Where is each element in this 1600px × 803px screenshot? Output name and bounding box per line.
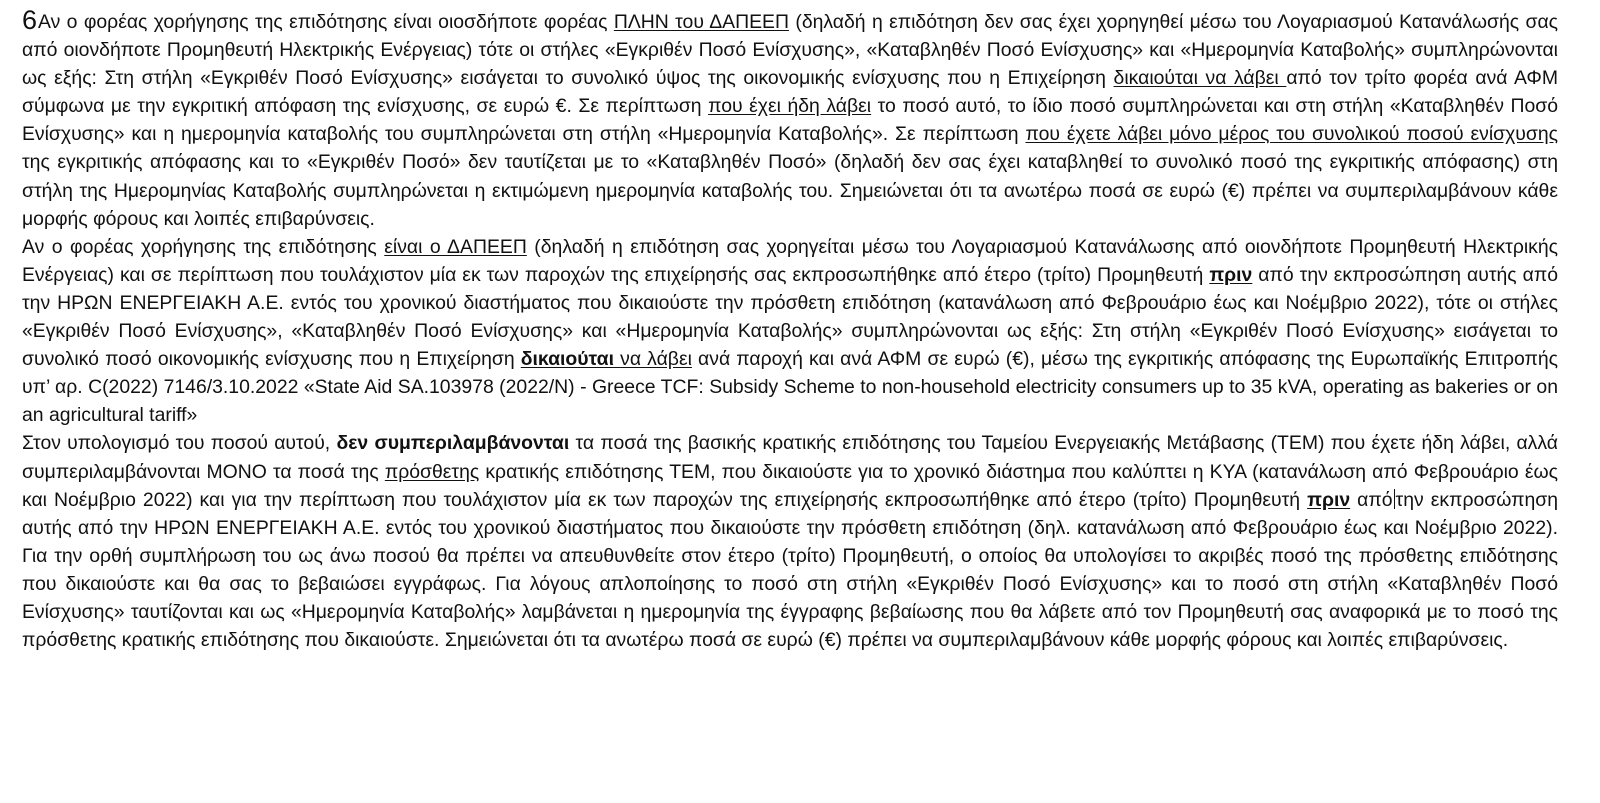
underlined-text: είναι ο ΔΑΠΕΕΠ bbox=[384, 235, 527, 258]
underlined-text: πρόσθετης bbox=[384, 460, 480, 483]
footnote-number: 6 bbox=[22, 5, 38, 35]
text-span: τα ποσά της βασικής κρατικής επιδότησης του Ταμείου Ενεργειακής Μετάβασης (ΤΕΜ) που έχετε ήδη λάβει, αλλά συμπεριλαμβάνονται ΜΟΝΟ τα ποσά της bbox=[22, 432, 1558, 483]
paragraph-3 bbox=[22, 429, 1558, 654]
text-cursor bbox=[1394, 489, 1395, 509]
text-span: το ποσό αυτό, το ίδιο ποσό συμπληρώνεται και στη στήλη «Καταβληθέν Ποσό Ενίσχυσης» και η ημερομηνία καταβολής του συμπληρώνεται στη στήλη «Ημερομηνία Καταβολής». Σε περίπτωση bbox=[22, 95, 1558, 146]
text-span: Αν ο φορέας χορήγησης της επιδότησης bbox=[22, 235, 385, 258]
underlined-text: να λάβει bbox=[620, 348, 692, 371]
text-span: Στον υπολογισμό του ποσού αυτού, bbox=[22, 432, 337, 455]
underlined-text: που έχετε λάβει μόνο μέρος του συνολικού ποσού ενίσχυσης bbox=[1025, 123, 1558, 146]
text-span: ανά παροχή και ανά ΑΦΜ σε ευρώ (€), μέσω της εγκριτικής απόφασης της Ευρωπαϊκής Επιτροπής υπ’ αρ. C(2022) 7146/3.10.2022 «State Aid SA.103978 (2022/N) - Greece TCF: Subsidy Scheme to non-household electricity consumers up to 35 kVA, operating as bakeries or on an agricultural tariff» bbox=[22, 348, 1559, 427]
paragraph-2 bbox=[22, 233, 1558, 430]
text-span: από bbox=[1350, 488, 1393, 511]
bold-underlined-text: δικαιούται bbox=[520, 348, 614, 371]
text-span: (δηλαδή η επιδότηση σας χορηγείται μέσω του Λογαριασμού Κατανάλωσης από οιονδήποτε Προμηθευτή Ηλεκτρικής Ενέργειας) και σε περίπτωση που τουλάχιστον μία εκ των παροχών της επιχείρησής σας εκπροσωπήθηκε από έτερο (τρίτο) Προμηθευτή bbox=[22, 235, 1558, 286]
text-span: Αν ο φορέας χορήγησης της επιδότησης είναι οιοσδήποτε φορέας bbox=[38, 11, 614, 33]
underlined-text: δικαιούται να λάβει bbox=[1113, 67, 1287, 90]
paragraph-1 bbox=[22, 6, 1558, 233]
text-span: από την εκπροσώπηση αυτής από την ΗΡΩΝ ΕΝΕΡΓΕΙΑΚΗ Α.Ε. εντός του χρονικού διαστήματος που δικαιούστε την πρόσθετη επιδότηση (κατανάλωση από Φεβρουάριο έως και Νοέμβριο 2022), τότε οι στήλες «Εγκριθέν Ποσό Ενίσχυσης», «Καταβληθέν Ποσό Ενίσχυσης» και «Ημερομηνία Καταβολής» συμπληρώνονται ως εξής: Στη στήλη «Εγκριθέν Ποσό Ενίσχυσης» εισάγεται το συνολικό ποσό οικονομικής ενίσχυσης που η Επιχείρηση bbox=[22, 263, 1558, 371]
bold-underlined-text: πριν bbox=[1209, 263, 1253, 286]
bold-underlined-text: πριν bbox=[1307, 488, 1351, 511]
text-span: κρατικής επιδότησης ΤΕΜ, που δικαιούστε για το χρονικό διάστημα που καλύπτει η ΚΥΑ (κατανάλωση από Φεβρουάριο έως και Νοέμβριο 2022) και για την περίπτωση που τουλάχιστον μία εκ των παροχών της επιχείρησής εκπροσωπήθηκε από έτερο (τρίτο) Προμηθευτή bbox=[22, 460, 1558, 511]
text-span: την εκπροσώπηση αυτής από την ΗΡΩΝ ΕΝΕΡΓΕΙΑΚΗ Α.Ε. εντός του χρονικού διαστήματος που δικαιούστε την πρόσθετη επιδότηση (δηλ. κατανάλωση από Φεβρουάριο έως και Νοέμβριο 2022). Για την ορθή συμπλήρωση του ως άνω ποσού θα πρέπει να απευθυνθείτε στον έτερο (τρίτο) Προμηθευτή, ο οποίος θα υπολογίσει το ακριβές ποσό της πρόσθετης επιδότησης που δικαιούστε και θα σας το βεβαιώσει εγγράφως. Για λόγους απλοποίησης το ποσό στη στήλη «Εγκριθέν Ποσό Ενίσχυσης» και το ποσό στη στήλη «Καταβληθέν Ποσό Ενίσχυσης» ταυτίζονται και ως «Ημερομηνία Καταβολής» λαμβάνεται η ημερομηνία της έγγραφης βεβαίωσης που θα λάβετε από τον Προμηθευτή σας αναφορικά με το ποσό της πρόσθετης κρατικής επιδότησης που δικαιούστε. Σημειώνεται ότι τα ανωτέρω ποσά σε ευρώ (€) πρέπει να συμπεριλαμβάνουν κάθε μορφής φόρους και λοιπές επιβαρύνσεις. bbox=[22, 488, 1559, 652]
text-span: (δηλαδή η επιδότηση δεν σας έχει χορηγηθεί μέσω του Λογαριασμού Κατανάλωσής σας από οιονδήποτε Προμηθευτή Ηλεκτρικής Ενέργειας) τότε οι στήλες «Εγκριθέν Ποσό Ενίσχυσης», «Καταβληθέν Ποσό Ενίσχυσης» και «Ημερομηνία Καταβολής» συμπληρώνονται ως εξής: Στη στήλη «Εγκριθέν Ποσό Ενίσχυσης» εισάγεται το συνολικό ύψος της οικονομικής ενίσχυσης που η Επιχείρηση bbox=[22, 11, 1559, 90]
bold-text: δεν συμπεριλαμβάνονται bbox=[336, 432, 570, 455]
underlined-text: ΠΛΗΝ του ΔΑΠΕΕΠ bbox=[613, 11, 789, 33]
underlined-text: που έχει ήδη λάβει bbox=[708, 95, 872, 118]
text-span: από τον τρίτο φορέα ανά ΑΦΜ σύμφωνα με την εγκριτική απόφαση της ενίσχυσης, σε ευρώ €. Σε περίπτωση bbox=[22, 67, 1558, 118]
text-span: της εγκριτικής απόφασης και το «Εγκριθέν Ποσό» δεν ταυτίζεται με το «Καταβληθέν Ποσό» (δηλαδή δεν σας έχει καταβληθεί το συνολικό ποσό της εγκριτικής απόφασης) στη στήλη της Ημερομηνίας Καταβολής συμπληρώνεται η εκτιμώμενη ημερομηνία καταβολής του. Σημειώνεται ότι τα ανωτέρω ποσά σε ευρώ (€) πρέπει να συμπεριλαμβάνουν κάθε μορφής φόρους και λοιπές επιβαρύνσεις. bbox=[22, 151, 1558, 230]
